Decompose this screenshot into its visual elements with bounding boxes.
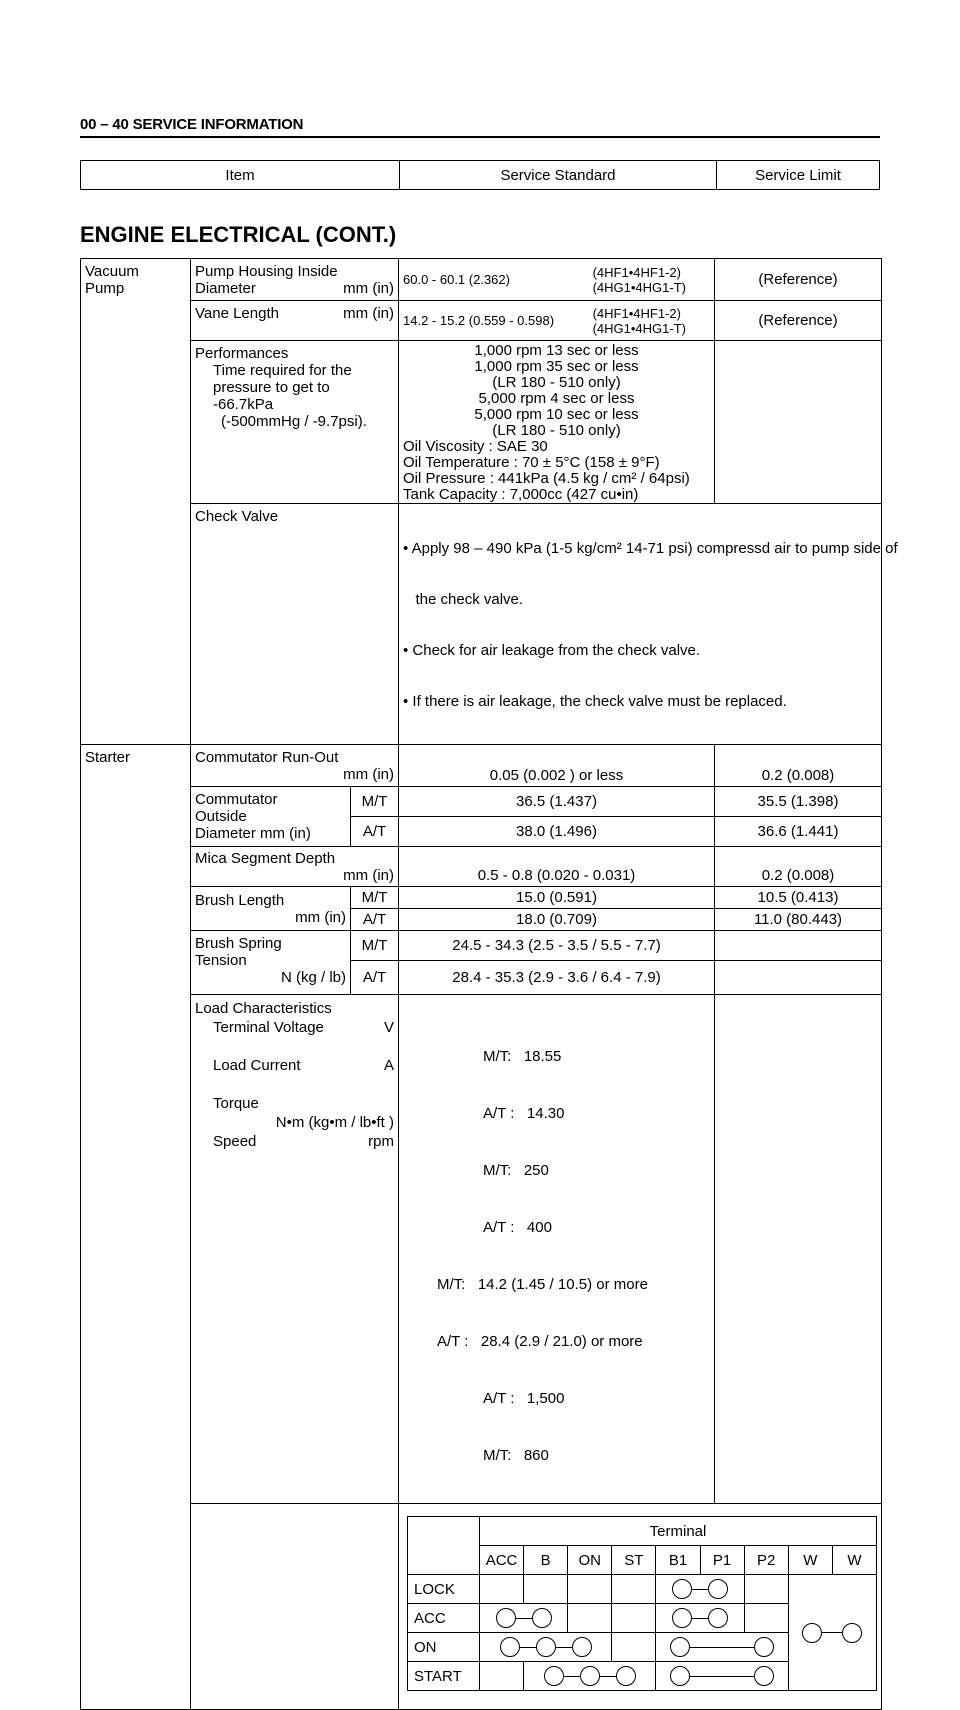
terminal-table	[407, 1516, 877, 1691]
spec-table	[80, 258, 898, 1710]
connection-b1-p1	[656, 1575, 744, 1604]
table-row	[81, 745, 882, 787]
item-brush-length: Brush Length mm (in)	[191, 887, 351, 931]
item-mica: Mica Segment Depth mm (in)	[191, 847, 399, 887]
limit-od-at: 36.6 (1.441)	[715, 817, 882, 847]
terminal-row: ACC	[408, 1604, 877, 1633]
table-row	[81, 847, 882, 887]
std-od-at: 38.0 (1.496)	[399, 817, 715, 847]
trans-label: M/T	[351, 887, 399, 909]
item-commutator-od: Commutator Outside Diameter mm (in)	[191, 787, 351, 847]
header-rule	[80, 136, 880, 138]
limit-brush-mt: 10.5 (0.413)	[715, 887, 882, 909]
table-row	[81, 787, 882, 817]
terminal-title: Terminal	[480, 1517, 877, 1546]
group-vacuum-pump: Vacuum Pump	[81, 259, 191, 745]
connection-w-w	[788, 1575, 876, 1691]
item-housing: Pump Housing Inside Diameter mm (in)	[191, 259, 399, 301]
terminal-cell	[399, 1504, 882, 1710]
trans-label: A/T	[351, 817, 399, 847]
column-standard: Service Standard	[400, 161, 717, 190]
table-row	[81, 301, 882, 341]
item-brush-spring: Brush Spring Tension N (kg / lb)	[191, 931, 351, 995]
item-check-valve: Check Valve	[191, 504, 399, 745]
trans-label: M/T	[351, 931, 399, 961]
column-header-table	[80, 160, 880, 190]
connection-acc-b-on	[480, 1633, 612, 1662]
std-spring-mt: 24.5 - 34.3 (2.5 - 3.5 / 5.5 - 7.7)	[399, 931, 715, 961]
std-od-mt: 36.5 (1.437)	[399, 787, 715, 817]
limit-performances	[715, 341, 882, 504]
trans-label: A/T	[351, 961, 399, 995]
column-limit: Service Limit	[717, 161, 880, 190]
table-row	[81, 931, 882, 961]
item-terminal-blank	[191, 1504, 399, 1710]
std-runout: 0.05 (0.002 ) or less	[399, 745, 715, 787]
table-row	[81, 995, 882, 1504]
std-mica: 0.5 - 0.8 (0.020 - 0.031)	[399, 847, 715, 887]
std-performances: 1,000 rpm 13 sec or less 1,000 rpm 35 sec or less (LR 180 - 510 only) 5,000 rpm 4 sec or less 5,000 rpm 10 sec or less (LR 180 - 510 only) Oil Viscosity : SAE 30 Oil Temperature : 70 ± 5°C (158 ± 9°F) Oil Pressure : 441kPa (4.5 kg / cm² / 64psi) Tank Capacity : 7,000cc (427 cu•in)	[399, 341, 715, 504]
std-brush-at: 18.0 (0.709)	[399, 909, 715, 931]
item-runout: Commutator Run-Out mm (in)	[191, 745, 399, 787]
page-header: 00 – 40 SERVICE INFORMATION	[80, 116, 304, 133]
std-load: M/T: 18.55 A/T : 14.30 M/T: 250 A/T : 400 M/T: 14.2 (1.45 / 10.5) or more A/T : 28.4 (2.9 / 21.0) or more A/T : 1,500 M/T: 860	[399, 995, 715, 1504]
limit-spring-mt	[715, 931, 882, 961]
std-brush-mt: 15.0 (0.591)	[399, 887, 715, 909]
std-vane: 14.2 - 15.2 (0.559 - 0.598) (4HF1•4HF1-2) (4HG1•4HG1-T)	[399, 301, 715, 341]
item-performances: Performances Time required for the pressure to get to -66.7kPa (-500mmHg / -9.7psi).	[191, 341, 399, 504]
terminal-row: START	[408, 1662, 877, 1691]
std-spring-at: 28.4 - 35.3 (2.9 - 3.6 / 6.4 - 7.9)	[399, 961, 715, 995]
section-title: ENGINE ELECTRICAL (CONT.)	[80, 222, 397, 247]
table-row	[81, 1504, 882, 1710]
terminal-cols: ACC B ON ST B1 P1 P2 W W	[408, 1546, 877, 1575]
limit-load	[715, 995, 882, 1504]
limit-spring-at	[715, 961, 882, 995]
limit-brush-at: 11.0 (80.443)	[715, 909, 882, 931]
terminal-row: LOCK	[408, 1575, 877, 1604]
connection-acc-b	[480, 1604, 568, 1633]
std-check-valve: • Apply 98 – 490 kPa (1-5 kg/cm² 14-71 psi) compressd air to pump side of the check valve. • Check for air leakage from the check valve. • If there is air leakage, the check valve must be replaced.	[399, 504, 882, 745]
item-load: Load Characteristics Terminal Voltage V Load Current A Torque N•m (kg•m / lb•ft ) Speed rpm	[191, 995, 399, 1504]
terminal-row: ON	[408, 1633, 877, 1662]
table-row	[81, 504, 882, 745]
item-vane: Vane Length mm (in)	[191, 301, 399, 341]
limit-housing: (Reference)	[715, 259, 882, 301]
trans-label: M/T	[351, 787, 399, 817]
limit-od-mt: 35.5 (1.398)	[715, 787, 882, 817]
connection-b1-p2	[656, 1662, 788, 1691]
connection-b-on-st	[524, 1662, 656, 1691]
table-row	[81, 341, 882, 504]
std-housing: 60.0 - 60.1 (2.362) (4HF1•4HF1-2) (4HG1•4HG1-T)	[399, 259, 715, 301]
limit-runout: 0.2 (0.008)	[715, 745, 882, 787]
connection-b1-p2	[656, 1633, 788, 1662]
trans-label: A/T	[351, 909, 399, 931]
column-item: Item	[81, 161, 400, 190]
table-row	[81, 887, 882, 909]
group-starter: Starter	[81, 745, 191, 1710]
limit-mica: 0.2 (0.008)	[715, 847, 882, 887]
connection-b1-p1	[656, 1604, 744, 1633]
limit-vane: (Reference)	[715, 301, 882, 341]
table-row	[81, 259, 882, 301]
